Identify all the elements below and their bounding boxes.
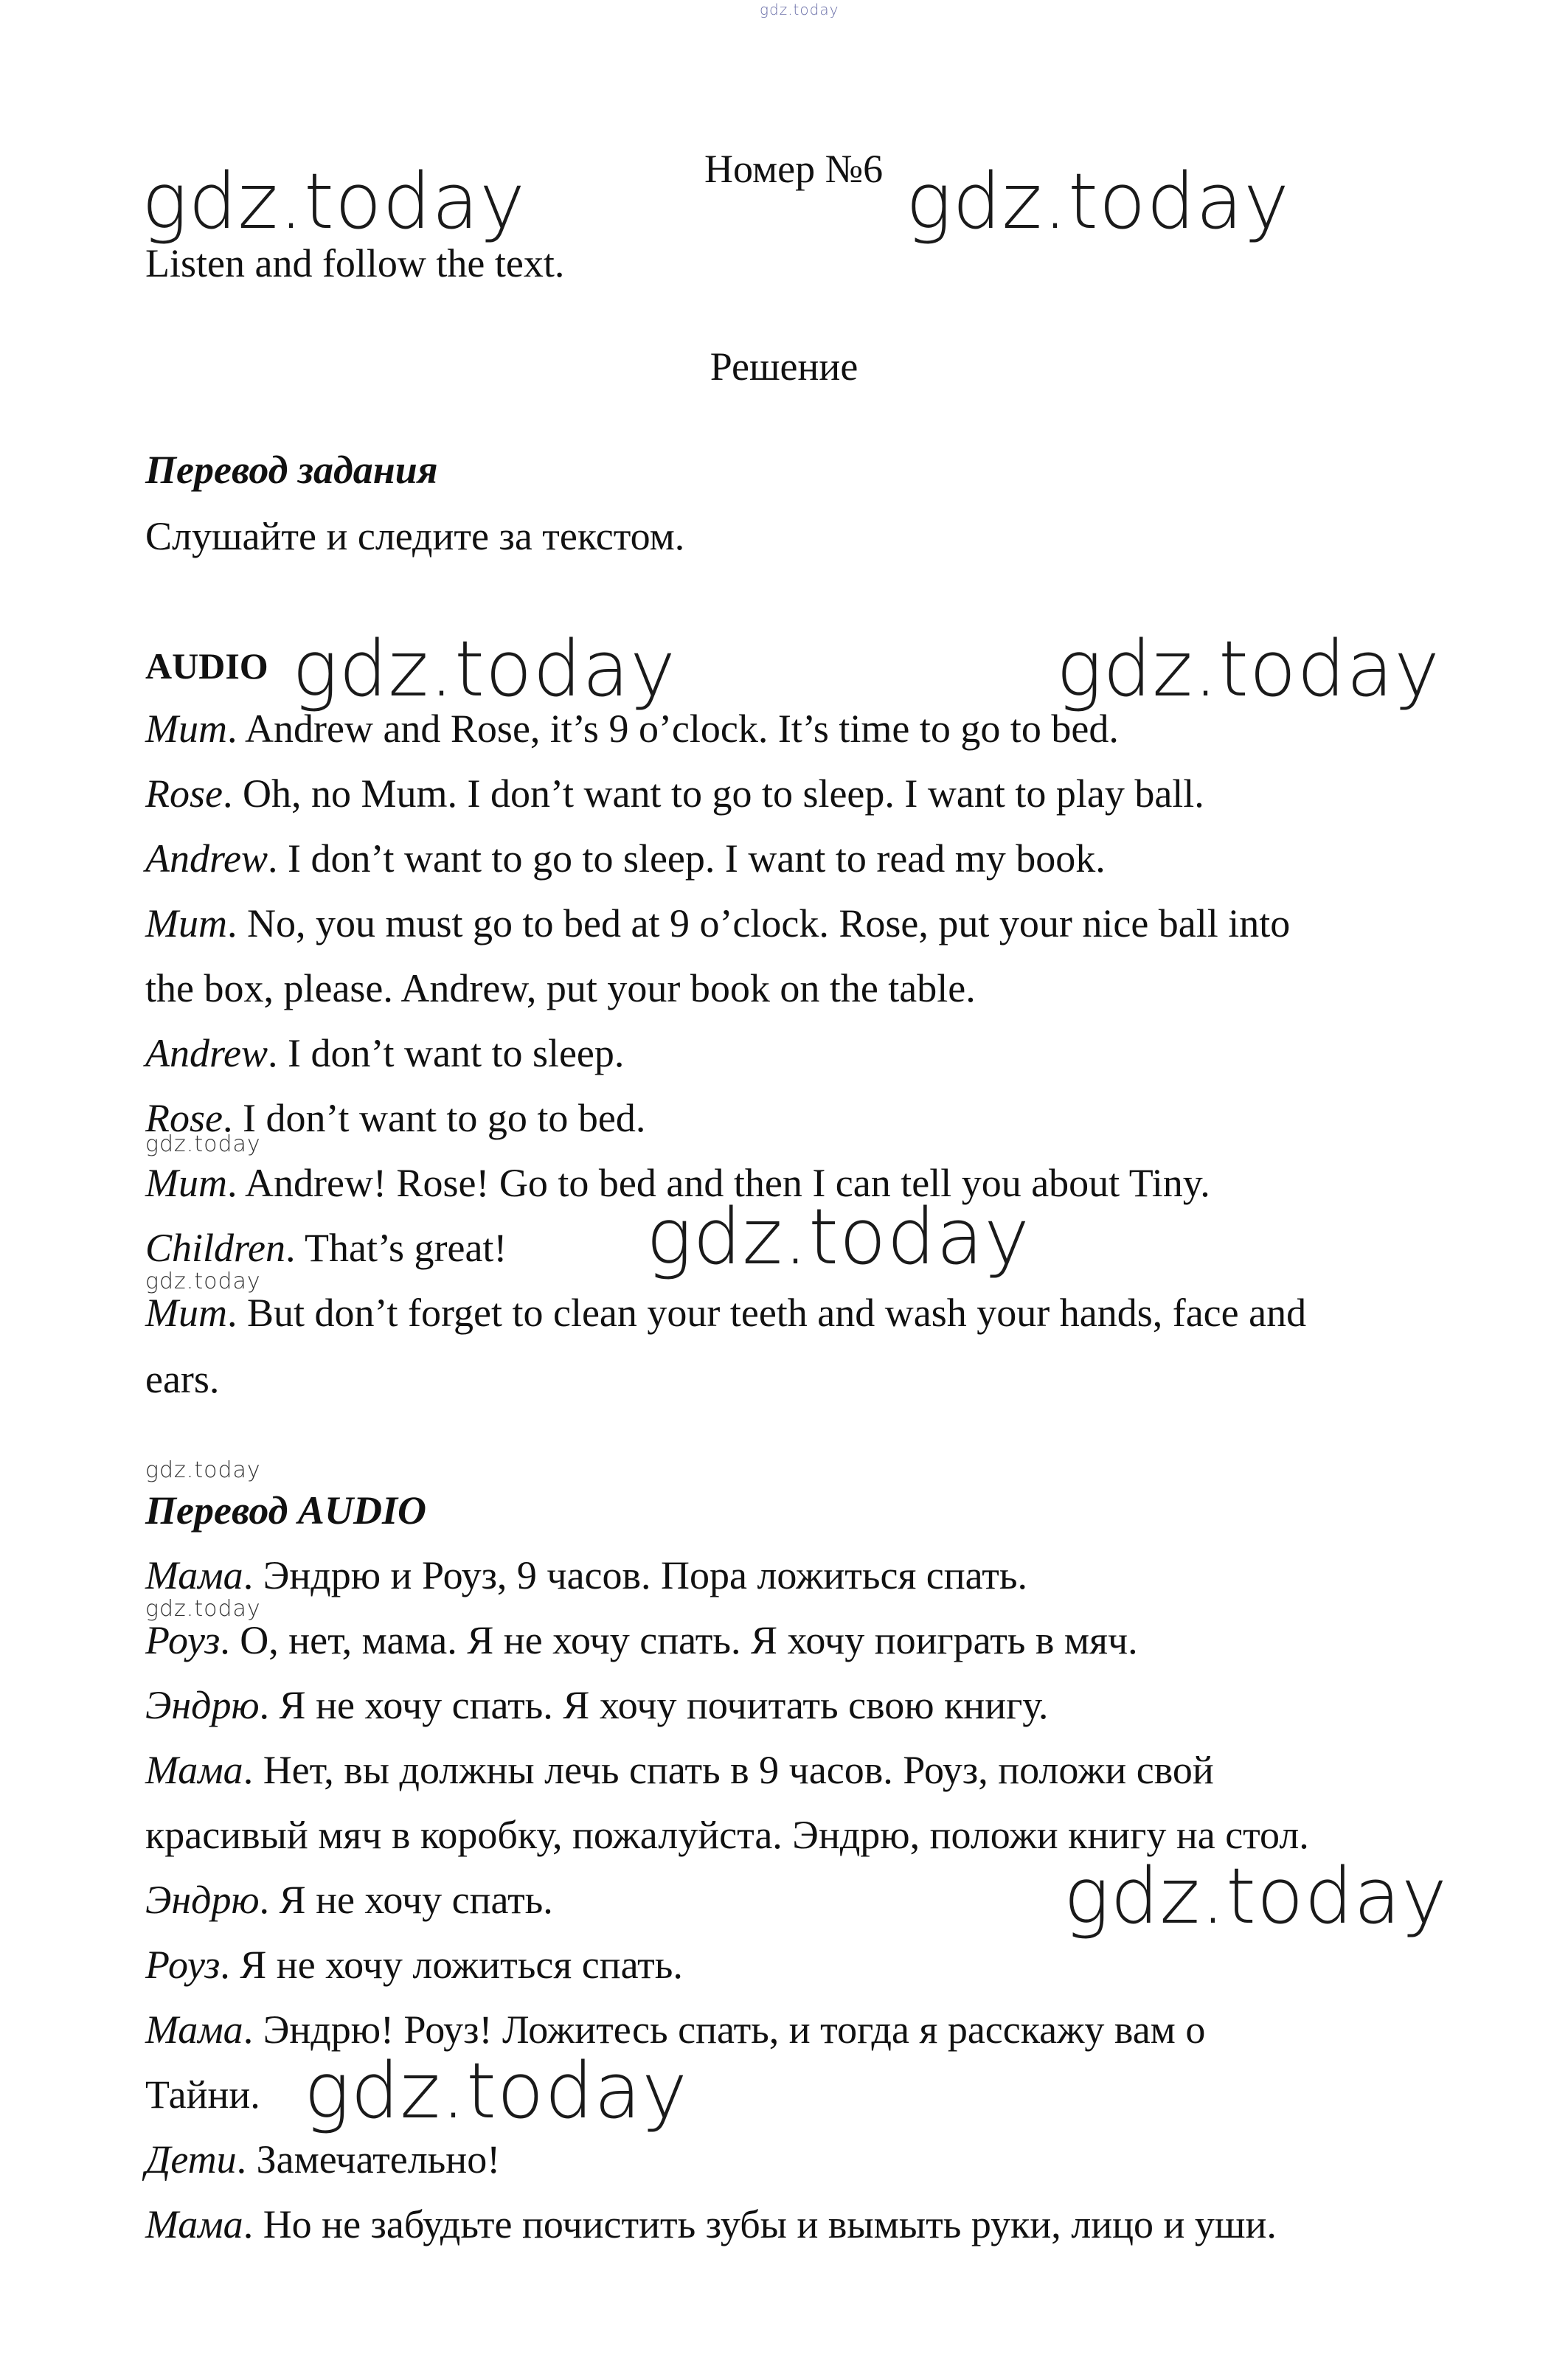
replica: . No, you must go to bed at 9 o’clock. Rose, put your nice ball into [226,901,1291,945]
speaker: Мама [145,2008,243,2052]
replica: Тайни. [145,2072,260,2117]
replica: . That’s great! [285,1226,507,1270]
task-number: Номер №6 [704,147,884,191]
translation-line [145,2134,500,2185]
replica: . Эндрю! Роуз! Ложитесь спать, и тогда я расскажу вам о [243,2008,1206,2052]
translation-line [145,1939,683,1991]
audio-line [145,1157,1210,1209]
speaker: Andrew [145,1031,268,1075]
speaker: Мама [145,1748,243,1792]
speaker: Mum [145,1161,227,1205]
audio-line [145,1092,645,1144]
speaker: Эндрю [145,1683,260,1727]
replica: . О, нет, мама. Я не хочу спать. Я хочу поиграть в мяч. [220,1618,1138,1662]
speaker: Мама [145,2202,243,2246]
speaker: Children [145,1226,286,1270]
replica: . Нет, вы должны лечь спать в 9 часов. Роуз, положи свой [243,1748,1214,1792]
replica: . Oh, no Mum. I don’t want to go to sleep. I want to play ball. [222,771,1204,816]
replica: . I don’t want to sleep. [267,1031,625,1075]
speaker: Andrew [145,836,268,881]
audio-line [145,833,1106,884]
replica: . But don’t forget to clean your teeth and wash your hands, face and [226,1291,1307,1335]
speaker: Роуз [145,1943,221,1987]
speaker: Эндрю [145,1878,260,1922]
replica: the box, please. Andrew, put your book on the table. [145,966,976,1010]
translation-line [145,1874,553,1926]
audio-line [145,898,1290,949]
audio-line [145,1027,624,1079]
replica: . Я не хочу спать. Я хочу почитать свою книгу. [259,1683,1049,1727]
translation-task-text: Слушайте и следите за текстом. [145,514,685,558]
audio-line [145,1287,1306,1339]
audio-heading: AUDIO [145,645,268,687]
translation-line [145,2004,1205,2055]
audio-line [145,768,1204,819]
replica: . Эндрю и Роуз, 9 часов. Пора ложиться спать. [243,1553,1027,1597]
speaker: Mum [145,901,227,945]
translation-line [145,1614,1138,1666]
replica: . Я не хочу спать. [259,1878,553,1922]
audio-line [145,962,976,1014]
watermark: gdz.today [142,156,526,246]
speaker: Mum [145,1291,227,1335]
watermark: gdz.today [646,1192,1030,1282]
translation-line [145,2199,1277,2250]
translation-task-heading: Перевод задания [145,448,438,492]
speaker: Mum [145,707,227,751]
translation-line [145,1809,1309,1861]
watermark-top: gdz.today [760,1,839,18]
watermark: gdz.today [1056,624,1440,714]
audio-line [145,703,1119,754]
watermark: gdz.today [304,2046,688,2136]
replica: красивый мяч в коробку, пожалуйста. Эндрю, положи книгу на стол. [145,1813,1309,1857]
watermark: gdz.today [145,1131,261,1157]
translation-line [145,2069,260,2120]
speaker: Дети [145,2137,237,2182]
task-text: Listen and follow the text. [145,241,565,285]
speaker: Rose [145,771,223,816]
replica: ears. [145,1357,220,1401]
watermark: gdz.today [145,1596,261,1622]
replica: . Замечательно! [236,2137,501,2182]
replica: . Я не хочу ложиться спать. [220,1943,683,1987]
audio-line [145,1353,219,1405]
translation-line [145,1679,1048,1731]
replica: . Andrew! Rose! Go to bed and then I can tell you about Tiny. [226,1161,1210,1205]
replica: . I don’t want to go to sleep. I want to read my book. [267,836,1106,881]
watermark: gdz.today [145,1457,261,1483]
speaker: Rose [145,1096,223,1140]
speaker: Роуз [145,1618,221,1662]
audio-line [145,1222,507,1274]
solution-heading: Решение [710,344,858,389]
replica: . Но не забудьте почистить зубы и вымыть руки, лицо и уши. [243,2202,1277,2246]
replica: . I don’t want to go to bed. [222,1096,646,1140]
watermark: gdz.today [145,1269,261,1294]
watermark: gdz.today [1064,1851,1448,1941]
watermark: gdz.today [292,624,676,714]
audio-translation-heading: Перевод AUDIO [145,1488,426,1533]
watermark: gdz.today [906,156,1290,246]
translation-line [145,1550,1027,1601]
speaker: Мама [145,1553,243,1597]
replica: . Andrew and Rose, it’s 9 o’clock. It’s time to go to bed. [226,707,1119,751]
translation-line [145,1744,1214,1796]
